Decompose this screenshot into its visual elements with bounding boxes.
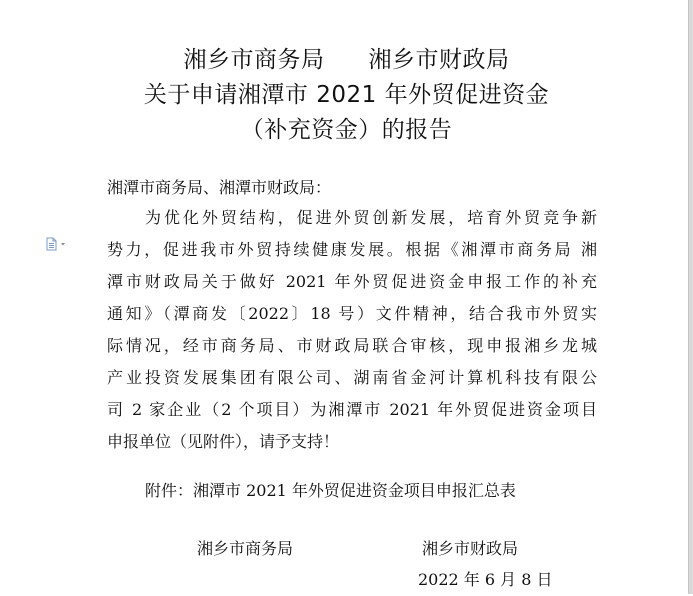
issuer-commerce-bureau: 湘乡市商务局 <box>183 47 325 73</box>
paragraph-line: 势力，促进我市外贸持续健康发展。根据《湘潭市商务局 湘 <box>107 240 597 259</box>
signature-commerce-bureau: 湘乡市商务局 <box>197 539 294 558</box>
body-paragraph <box>107 202 597 458</box>
title-line-2: 关于申请湘潭市 2021 年外贸促进资金 <box>143 82 550 108</box>
page-edge-divider <box>688 0 693 594</box>
paragraph-line: 产业投资发展集团有限公司、湖南省金河计算机科技有限公 <box>107 368 597 387</box>
title-line-1 <box>0 45 693 75</box>
signature-finance-bureau: 湘乡市财政局 <box>422 539 519 558</box>
paragraph-line: 通知》（潭商发〔2022〕18 号）文件精神，结合我市外贸实 <box>107 304 597 323</box>
signature-date: 2022 年 6 月 8 日 <box>418 570 553 589</box>
document-options-icon[interactable] <box>45 236 69 250</box>
paragraph-line: 司 2 家企业（2 个项目）为湘潭市 2021 年外贸促进资金项目 <box>107 400 597 419</box>
issuer-finance-bureau: 湘乡市财政局 <box>368 47 510 73</box>
paragraph-line: 潭市财政局关于做好 2021 年外贸促进资金申报工作的补充 <box>107 272 597 291</box>
paragraph-line: 申报单位（见附件），请予支持！ <box>107 432 340 451</box>
salutation: 湘潭市商务局、湘潭市财政局： <box>107 178 332 197</box>
document-icon <box>45 237 69 251</box>
paragraph-line: 为优化外贸结构，促进外贸创新发展，培育外贸竞争新 <box>145 208 597 227</box>
title-line-3: （补充资金）的报告 <box>240 117 453 143</box>
attachment-note: 附件：湘潭市 2021 年外贸促进资金项目申报汇总表 <box>145 481 516 500</box>
chevron-down-icon <box>61 243 65 246</box>
paragraph-line: 际情况，经市商务局、市财政局联合审核，现申报湘乡龙城 <box>107 336 597 355</box>
